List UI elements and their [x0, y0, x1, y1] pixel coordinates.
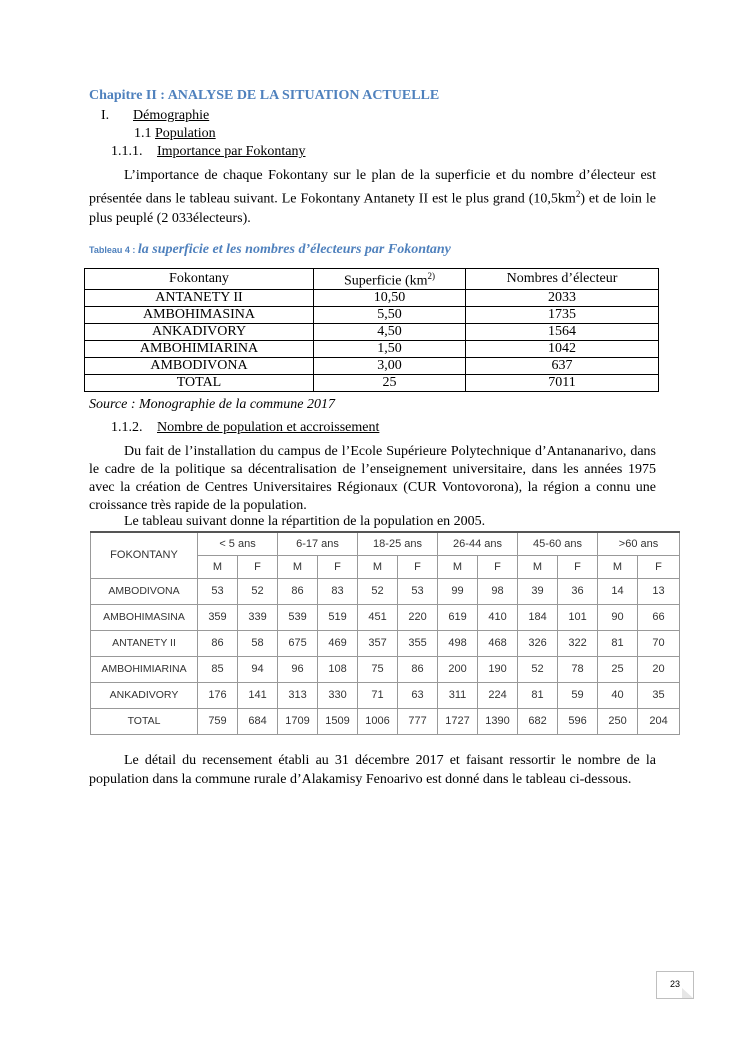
table-row — [91, 708, 680, 734]
cell-count: 20 — [638, 656, 680, 682]
caption-label: Tableau 4 : — [89, 245, 138, 255]
cell-fokontany: AMBODIVONA — [91, 578, 198, 604]
cell-superficie: 3,00 — [314, 357, 466, 374]
cell-count: 1006 — [358, 708, 398, 734]
header-male: M — [598, 555, 638, 578]
section-number: I. — [101, 108, 110, 123]
paragraph-repartition-intro: Le tableau suivant donne la répartition de la population en 2005. — [124, 514, 486, 529]
header-age-group: 6-17 ans — [278, 532, 358, 555]
cell-electeurs: 1735 — [466, 306, 659, 323]
page-number: 23 — [656, 971, 694, 999]
table-superficie-electeurs — [84, 268, 659, 392]
section-heading-1-1-2 — [111, 420, 379, 436]
table-row — [91, 682, 680, 708]
cell-count: 81 — [598, 630, 638, 656]
section-heading-1-1-1 — [111, 144, 306, 160]
cell-count: 519 — [318, 604, 358, 630]
cell-count: 94 — [238, 656, 278, 682]
cell-count: 70 — [638, 630, 680, 656]
chapter-title: Chapitre II : ANALYSE DE LA SITUATION ACTUELLE — [89, 88, 440, 103]
section-number: 1.1 — [134, 126, 152, 141]
superscript: 2 — [575, 189, 581, 199]
cell-count: 330 — [318, 682, 358, 708]
cell-fokontany: AMBOHIMASINA — [85, 306, 314, 323]
cell-count: 85 — [198, 656, 238, 682]
header-superficie: Superficie ($km^{2)}$ — [314, 269, 466, 290]
cell-electeurs: 7011 — [466, 374, 659, 391]
cell-fokontany: TOTAL — [91, 708, 198, 734]
cell-count: 86 — [198, 630, 238, 656]
cell-count: 90 — [598, 604, 638, 630]
header-male: M — [278, 555, 318, 578]
cell-count: 224 — [478, 682, 518, 708]
cell-count: 52 — [358, 578, 398, 604]
cell-count: 220 — [398, 604, 438, 630]
header-male: M — [438, 555, 478, 578]
cell-fokontany: AMBOHIMASINA — [91, 604, 198, 630]
cell-count: 78 — [558, 656, 598, 682]
paragraph-recensement: Le détail du recensement établi au 31 décembre 2017 et faisant ressortir le nombre de la population dans la commune rurale d’Alakamisy Fenoarivo est donné dans le tableau ci-dessous. — [89, 753, 656, 787]
cell-count: 14 — [598, 578, 638, 604]
paragraph-text: L’importance de chaque Fokontany sur le plan de la superficie et du nombre d’électeur est présentée dans le tableau suivant. Le Fokontany Antanety II est le plus grand (10,5km — [89, 168, 656, 207]
cell-count: 101 — [558, 604, 598, 630]
cell-fokontany: ANTANETY II — [91, 630, 198, 656]
cell-superficie: 25 — [314, 374, 466, 391]
cell-count: 682 — [518, 708, 558, 734]
cell-count: 311 — [438, 682, 478, 708]
cell-count: 469 — [318, 630, 358, 656]
header-female: F — [238, 555, 278, 578]
table-row — [91, 656, 680, 682]
header-male: M — [358, 555, 398, 578]
cell-count: 40 — [598, 682, 638, 708]
cell-count: 98 — [478, 578, 518, 604]
table-row — [85, 323, 659, 340]
cell-count: 359 — [198, 604, 238, 630]
cell-count: 83 — [318, 578, 358, 604]
table-4-caption — [89, 240, 451, 258]
table-row — [91, 604, 680, 630]
cell-count: 59 — [558, 682, 598, 708]
table-source: Source : Monographie de la commune 2017 — [89, 397, 335, 412]
cell-count: 777 — [398, 708, 438, 734]
cell-electeurs: 2033 — [466, 289, 659, 306]
cell-electeurs: 1042 — [466, 340, 659, 357]
cell-count: 357 — [358, 630, 398, 656]
section-title: Nombre de population et accroissement — [157, 420, 380, 435]
cell-count: 313 — [278, 682, 318, 708]
section-title: Démographie — [133, 108, 210, 123]
cell-count: 675 — [278, 630, 318, 656]
header-fokontany: FOKONTANY — [91, 532, 198, 578]
cell-count: 108 — [318, 656, 358, 682]
cell-count: 63 — [398, 682, 438, 708]
cell-superficie: 5,50 — [314, 306, 466, 323]
cell-count: 339 — [238, 604, 278, 630]
section-title: Population — [155, 126, 216, 141]
paragraph-importance — [89, 166, 656, 228]
cell-count: 39 — [518, 578, 558, 604]
cell-count: 13 — [638, 578, 680, 604]
paragraph-croissance: Du fait de l’installation du campus de l’Ecole Supérieure Polytechnique d’Antananarivo, dans le cadre de la politique sa décentralisation de l’enseignement universitaire, dans les années 1975 avec la création de Centres Universitaires Régionaux (CUR Vontovorona), la région a connu une croissance très rapide de la population. — [89, 444, 656, 513]
header-age-group: 26-44 ans — [438, 532, 518, 555]
header-female: F — [398, 555, 438, 578]
cell-count: 326 — [518, 630, 558, 656]
table-row — [85, 374, 659, 391]
cell-count: 184 — [518, 604, 558, 630]
cell-count: 53 — [198, 578, 238, 604]
section-heading-1 — [101, 108, 209, 124]
table-row — [85, 289, 659, 306]
table-row — [85, 306, 659, 323]
cell-count: 99 — [438, 578, 478, 604]
cell-count: 451 — [358, 604, 398, 630]
cell-count: 35 — [638, 682, 680, 708]
header-age-group: < 5 ans — [198, 532, 278, 555]
cell-fokontany: AMBOHIMIARINA — [91, 656, 198, 682]
header-female: F — [638, 555, 680, 578]
cell-count: 1390 — [478, 708, 518, 734]
cell-count: 250 — [598, 708, 638, 734]
cell-fokontany: ANKADIVORY — [85, 323, 314, 340]
cell-count: 52 — [518, 656, 558, 682]
cell-count: 36 — [558, 578, 598, 604]
cell-count: 200 — [438, 656, 478, 682]
header-age-group: >60 ans — [598, 532, 680, 555]
cell-count: 52 — [238, 578, 278, 604]
cell-count: 190 — [478, 656, 518, 682]
cell-count: 176 — [198, 682, 238, 708]
cell-superficie: 10,50 — [314, 289, 466, 306]
cell-count: 468 — [478, 630, 518, 656]
cell-count: 596 — [558, 708, 598, 734]
cell-count: 96 — [278, 656, 318, 682]
header-age-group: 18-25 ans — [358, 532, 438, 555]
cell-count: 141 — [238, 682, 278, 708]
header-female: F — [478, 555, 518, 578]
cell-superficie: 4,50 — [314, 323, 466, 340]
header-female: F — [558, 555, 598, 578]
cell-count: 86 — [278, 578, 318, 604]
table-row — [85, 340, 659, 357]
section-number: 1.1.2. — [111, 420, 143, 435]
table-row — [91, 630, 680, 656]
cell-count: 619 — [438, 604, 478, 630]
paragraph-text: ) et de loin le plus peuplé (2 033électeurs). — [89, 191, 656, 226]
section-title: Importance par Fokontany — [157, 144, 306, 159]
cell-electeurs: 637 — [466, 357, 659, 374]
cell-count: 539 — [278, 604, 318, 630]
cell-count: 759 — [198, 708, 238, 734]
cell-count: 25 — [598, 656, 638, 682]
cell-count: 1509 — [318, 708, 358, 734]
header-male: M — [518, 555, 558, 578]
header-age-group: 45-60 ans — [518, 532, 598, 555]
caption-title: la superficie et les nombres d’électeurs par Fokontany — [137, 242, 451, 257]
cell-fokontany: ANKADIVORY — [91, 682, 198, 708]
section-number: 1.1.1. — [111, 144, 143, 159]
section-heading-1-1 — [134, 126, 216, 142]
table-header-row — [85, 269, 659, 290]
cell-superficie: 1,50 — [314, 340, 466, 357]
cell-count: 75 — [358, 656, 398, 682]
header-electeurs: Nombres d’électeur — [466, 269, 659, 290]
cell-fokontany: TOTAL — [85, 374, 314, 391]
table-row — [85, 357, 659, 374]
header-fokontany: Fokontany — [85, 269, 314, 290]
cell-fokontany: ANTANETY II — [85, 289, 314, 306]
cell-count: 498 — [438, 630, 478, 656]
cell-count: 71 — [358, 682, 398, 708]
age-group-row — [91, 532, 680, 555]
header-male: M — [198, 555, 238, 578]
cell-count: 1709 — [278, 708, 318, 734]
cell-count: 322 — [558, 630, 598, 656]
cell-electeurs: 1564 — [466, 323, 659, 340]
cell-count: 355 — [398, 630, 438, 656]
cell-fokontany: AMBOHIMIARINA — [85, 340, 314, 357]
cell-count: 410 — [478, 604, 518, 630]
cell-count: 66 — [638, 604, 680, 630]
cell-count: 58 — [238, 630, 278, 656]
cell-count: 53 — [398, 578, 438, 604]
cell-count: 81 — [518, 682, 558, 708]
cell-count: 684 — [238, 708, 278, 734]
cell-count: 86 — [398, 656, 438, 682]
cell-fokontany: AMBODIVONA — [85, 357, 314, 374]
cell-count: 204 — [638, 708, 680, 734]
header-female: F — [318, 555, 358, 578]
cell-count: 1727 — [438, 708, 478, 734]
table-row — [91, 578, 680, 604]
page-fold-icon — [682, 988, 693, 998]
table-population-2005 — [90, 531, 680, 735]
